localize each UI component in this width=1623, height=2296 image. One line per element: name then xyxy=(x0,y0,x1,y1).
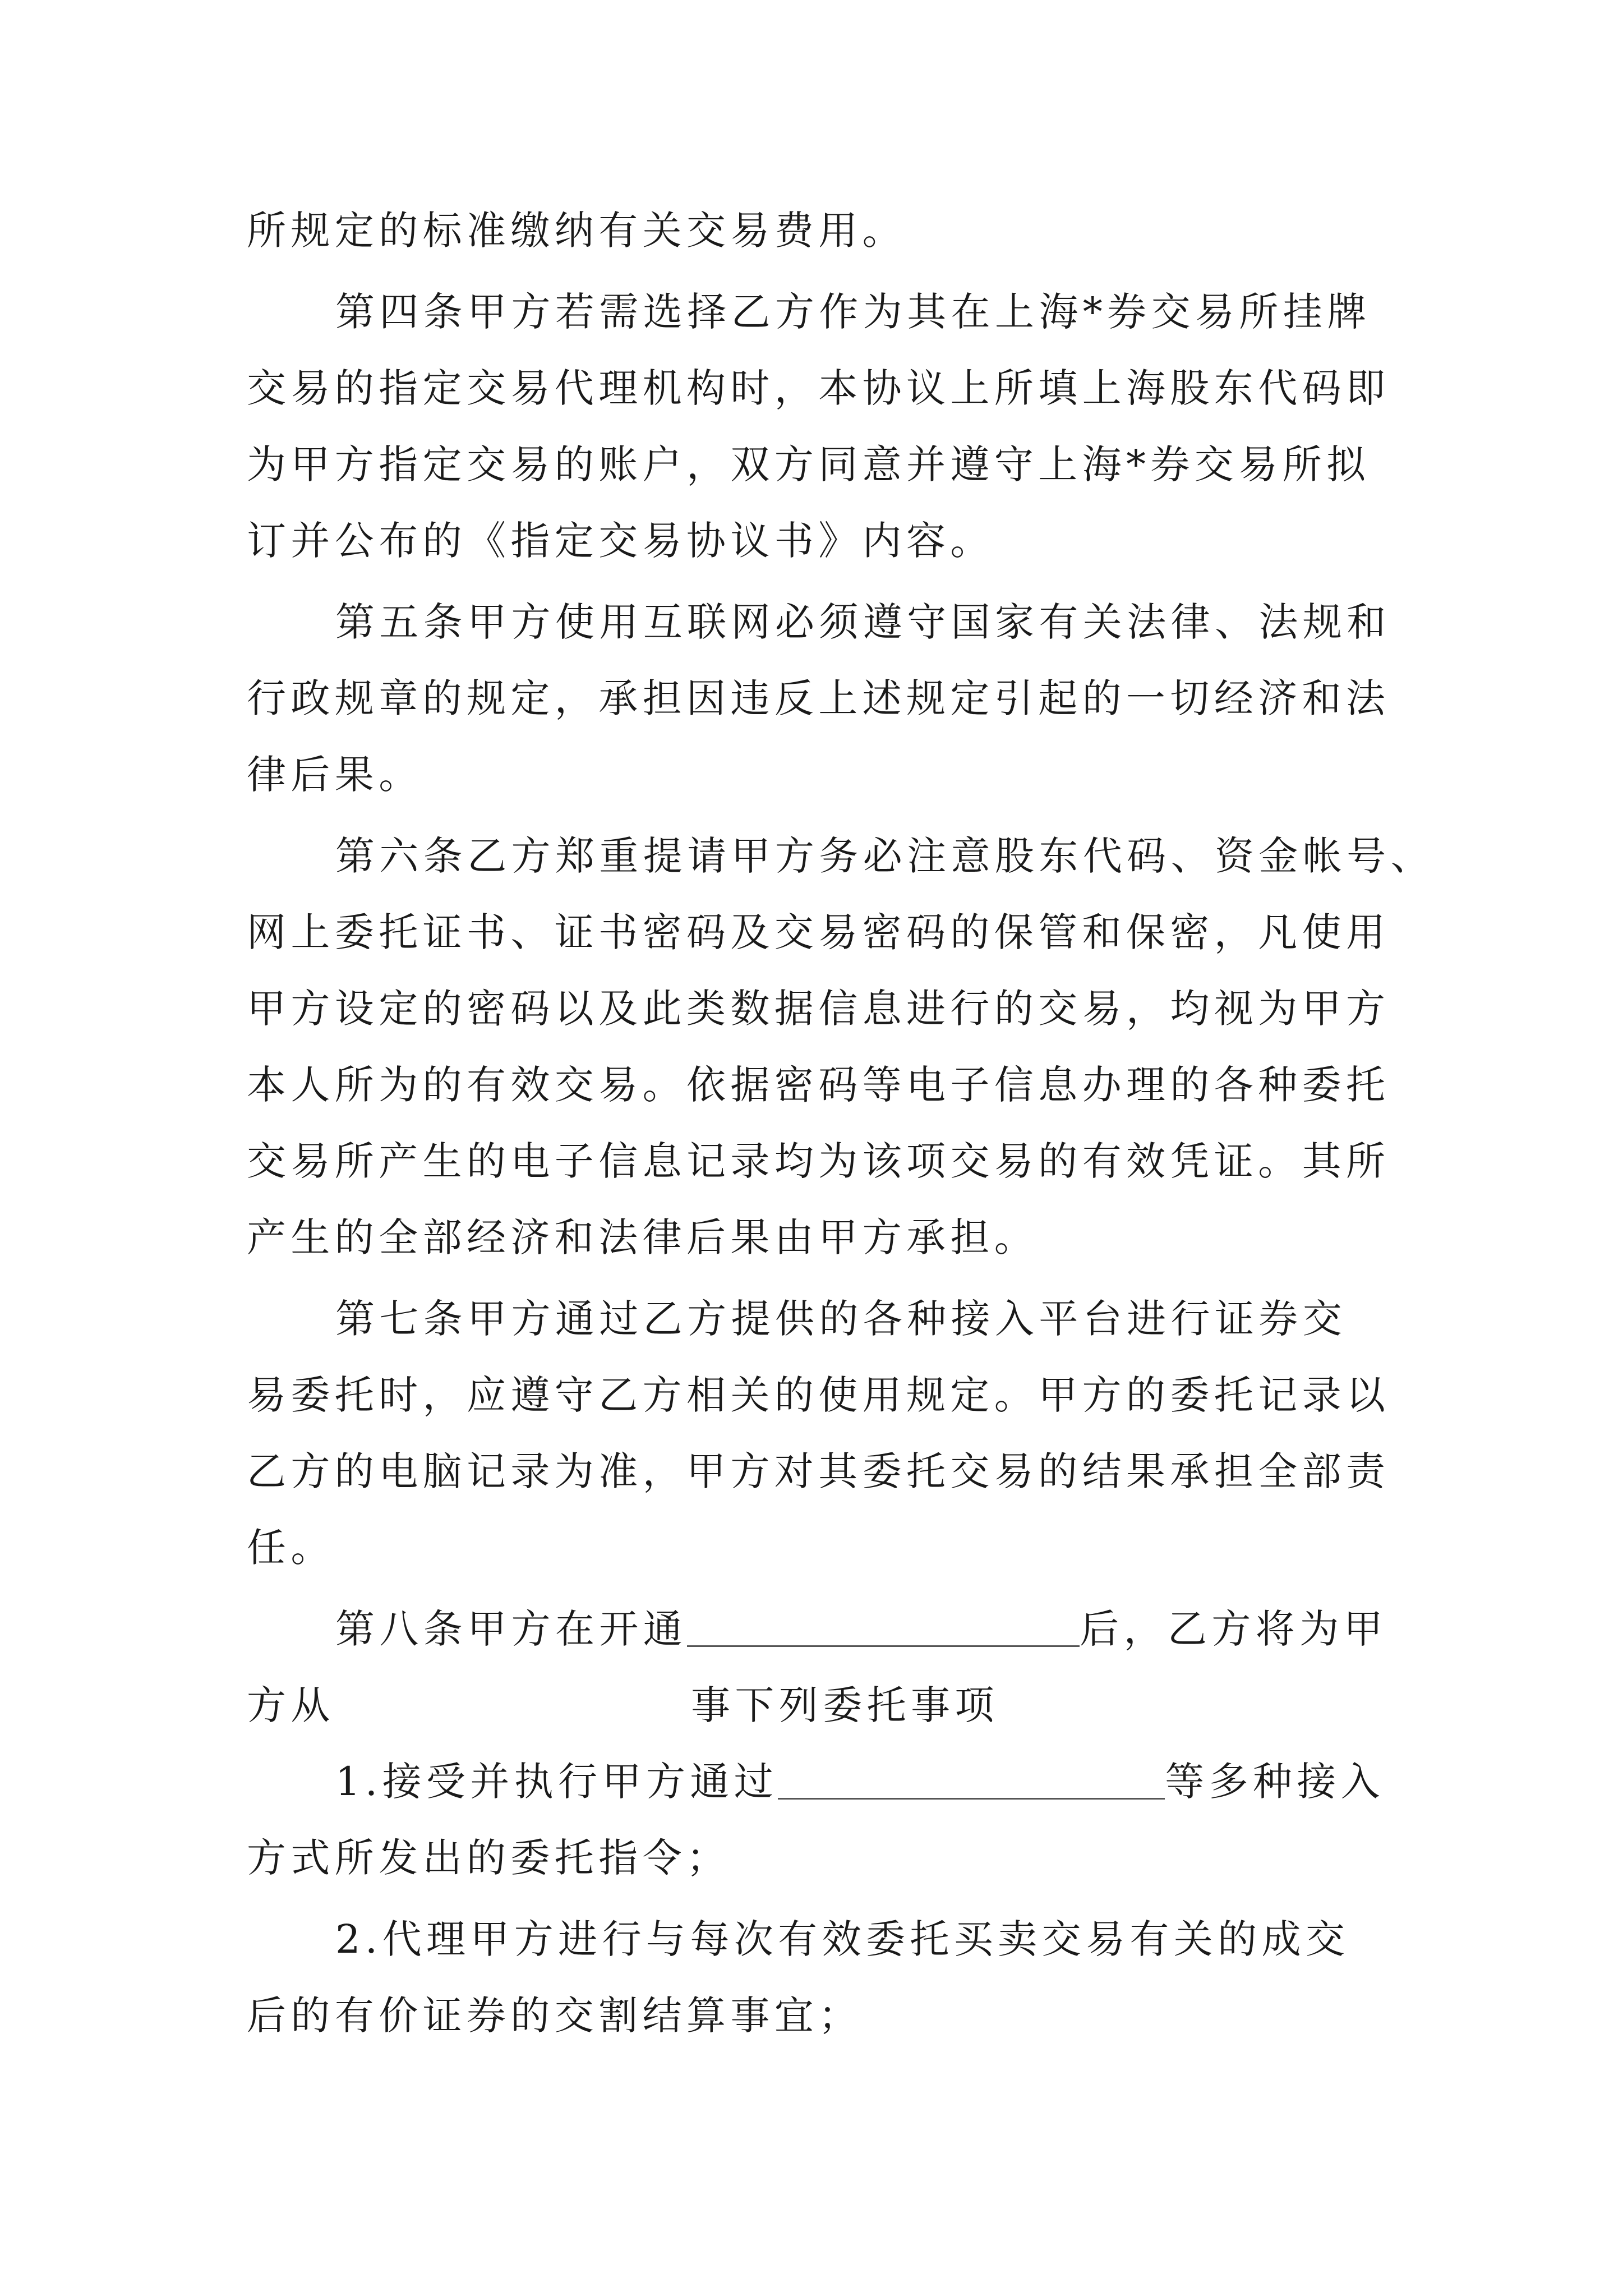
item-2-line: 后的有价证券的交割结算事宜； xyxy=(247,1993,863,2039)
article-5-line: 第五条甲方使用互联网必须遵守国家有关法律、法规和 xyxy=(335,599,1391,645)
paragraph-line: 所规定的标准缴纳有关交易费用。 xyxy=(247,208,906,254)
article-6-line: 甲方设定的密码以及此类数据信息进行的交易，均视为甲方 xyxy=(247,986,1390,1032)
article-4-line: 交易的指定交易代理机构时，本协议上所填上海股东代码即 xyxy=(247,365,1390,411)
item-1-line xyxy=(335,1751,1623,1812)
article-5-line: 律后果。 xyxy=(247,752,423,798)
item-2-line: 2.代理甲方进行与每次有效委托买卖交易有关的成交 xyxy=(335,1916,1350,1962)
article-7-line: 任。 xyxy=(247,1525,335,1571)
article-7-line: 乙方的电脑记录为准，甲方对其委托交易的结果承担全部责 xyxy=(247,1448,1390,1494)
article-4-line: 第四条甲方若需选择乙方作为其在上海*券交易所挂牌 xyxy=(335,289,1371,335)
item-1-text: 1.接受并执行甲方通过 xyxy=(335,1759,778,1805)
article-6-line: 第六条乙方郑重提请甲方务必注意股东代码、资金帐号、 xyxy=(335,833,1435,879)
article-8-text: 后，乙方将为甲 xyxy=(1080,1606,1388,1652)
article-8-line xyxy=(335,1598,1623,1660)
article-8-line: 方从 xyxy=(247,1682,335,1728)
fill-in-blank[interactable] xyxy=(778,1751,1165,1800)
article-7-line: 第七条甲方通过乙方提供的各种接入平台进行证券交 xyxy=(335,1296,1347,1342)
article-8-line: 事下列委托事项 xyxy=(691,1682,999,1728)
article-6-line: 网上委托证书、证书密码及交易密码的保管和保密，凡使用 xyxy=(247,909,1390,955)
article-8-text: 第八条甲方在开通 xyxy=(335,1606,688,1652)
article-6-line: 本人所为的有效交易。依据密码等电子信息办理的各种委托 xyxy=(247,1062,1390,1108)
article-6-line: 产生的全部经济和法律后果由甲方承担。 xyxy=(247,1214,1039,1260)
item-1-text: 等多种接入 xyxy=(1165,1759,1385,1805)
article-5-line: 行政规章的规定，承担因违反上述规定引起的一切经济和法 xyxy=(247,675,1390,721)
article-7-line: 易委托时，应遵守乙方相关的使用规定。甲方的委托记录以 xyxy=(247,1372,1390,1418)
fill-in-blank[interactable] xyxy=(687,1598,1080,1647)
item-1-line: 方式所发出的委托指令； xyxy=(247,1835,731,1881)
article-4-line: 为甲方指定交易的账户，双方同意并遵守上海*券交易所拟 xyxy=(247,441,1371,487)
article-4-line: 订并公布的《指定交易协议书》内容。 xyxy=(247,518,994,564)
article-6-line: 交易所产生的电子信息记录均为该项交易的有效凭证。其所 xyxy=(247,1138,1390,1184)
